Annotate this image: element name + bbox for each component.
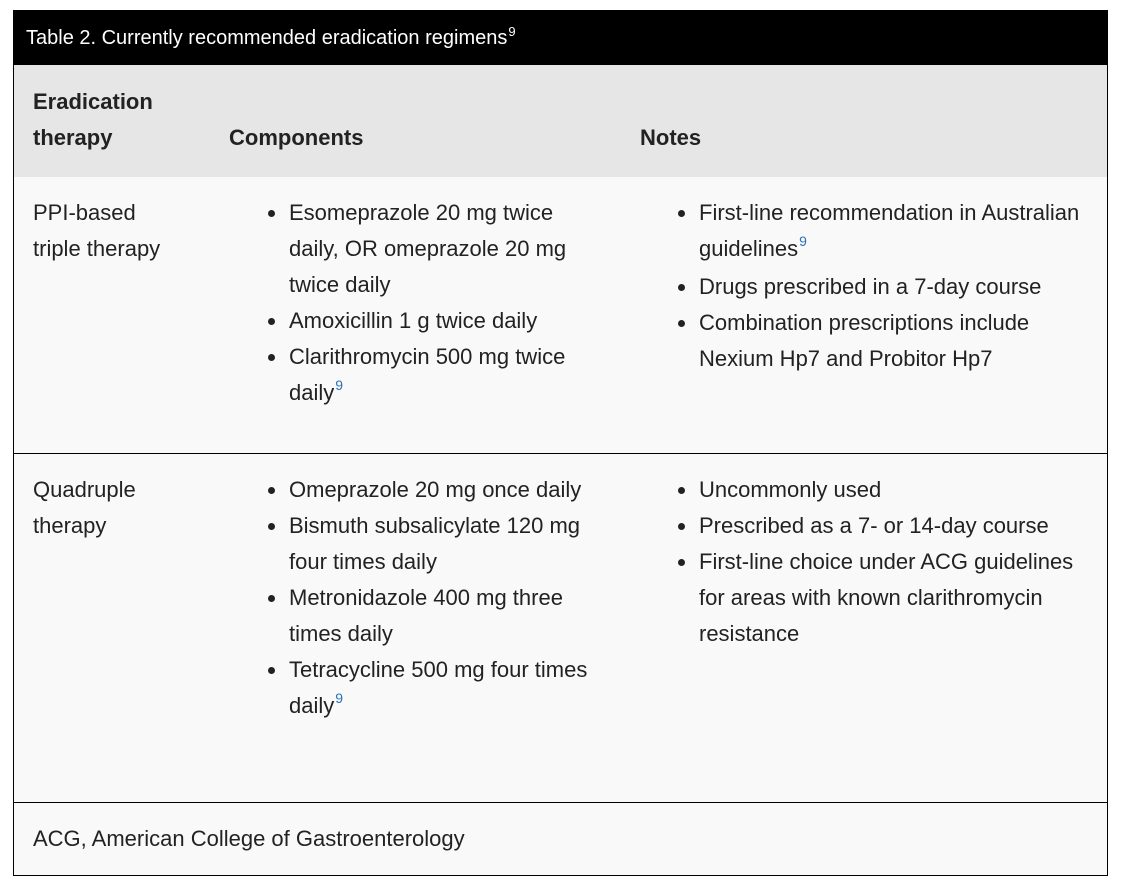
bullet-icon	[678, 320, 685, 327]
bullet-icon	[678, 523, 685, 530]
notes-list	[678, 472, 1098, 652]
reference-link[interactable]: 9	[799, 233, 807, 249]
list-item-text: Omeprazole 20 mg once daily	[289, 477, 582, 502]
header-eradication-therapy: Eradication therapy	[33, 89, 153, 150]
list-item	[678, 305, 1098, 377]
bullet-icon	[268, 354, 275, 361]
header-components: Components	[229, 125, 364, 150]
bullet-icon	[268, 487, 275, 494]
table-header-row	[14, 65, 1107, 177]
notes-list	[678, 195, 1098, 377]
table-footnote-row	[14, 803, 1107, 875]
therapy-cell: Quadruple therapy	[33, 477, 136, 538]
list-item	[678, 544, 1098, 652]
list-item-text: Tetracycline 500 mg four times daily	[289, 657, 588, 718]
list-item	[268, 303, 598, 339]
reference-link[interactable]: 9	[335, 377, 344, 393]
table-row	[14, 177, 1107, 454]
list-item-text: Metronidazole 400 mg three times daily	[289, 585, 563, 646]
list-item-text: Bismuth subsalicylate 120 mg four times daily	[289, 513, 581, 574]
bullet-icon	[678, 487, 685, 494]
list-item	[268, 652, 588, 726]
table-caption-text: Table 2. Currently recommended eradication regimens	[26, 27, 508, 49]
therapy-cell: PPI-based triple therapy	[33, 200, 161, 261]
components-list	[268, 195, 598, 413]
list-item-text: Drugs prescribed in a 7-day course	[699, 274, 1042, 299]
header-notes: Notes	[640, 125, 702, 150]
bullet-icon	[268, 667, 275, 674]
list-item-text: Prescribed as a 7- or 14-day course	[699, 513, 1049, 538]
regimens-table	[13, 10, 1108, 876]
list-item	[678, 195, 1098, 269]
table-caption	[14, 11, 1107, 65]
caption-reference: 9	[508, 24, 516, 39]
list-item-text: First-line choice under ACG guidelines for areas with known clarithromycin resistance	[699, 549, 1074, 646]
components-list	[268, 472, 588, 726]
list-item-text: Uncommonly used	[699, 477, 882, 502]
list-item	[678, 508, 1098, 544]
bullet-icon	[268, 523, 275, 530]
bullet-icon	[268, 595, 275, 602]
list-item	[268, 508, 588, 580]
list-item	[268, 472, 588, 508]
bullet-icon	[678, 284, 685, 291]
list-item-text: Amoxicillin 1 g twice daily	[289, 308, 538, 333]
table-footnote: ACG, American College of Gastroenterology	[33, 826, 465, 851]
list-item	[268, 339, 598, 413]
list-item	[268, 580, 588, 652]
list-item	[268, 195, 598, 303]
bullet-icon	[268, 210, 275, 217]
list-item	[678, 472, 1098, 508]
list-item	[678, 269, 1098, 305]
list-item-text: Clarithromycin 500 mg twice daily	[289, 344, 566, 405]
list-item-text: First-line recommendation in Australian guidelines	[699, 200, 1080, 261]
reference-link[interactable]: 9	[335, 690, 344, 706]
list-item-text: Combination prescriptions include Nexium Hp7 and Probitor Hp7	[699, 310, 1030, 371]
bullet-icon	[678, 210, 685, 217]
bullet-icon	[268, 318, 275, 325]
list-item-text: Esomeprazole 20 mg twice daily, OR omeprazole 20 mg twice daily	[289, 200, 567, 297]
table-row	[14, 454, 1107, 803]
bullet-icon	[678, 559, 685, 566]
